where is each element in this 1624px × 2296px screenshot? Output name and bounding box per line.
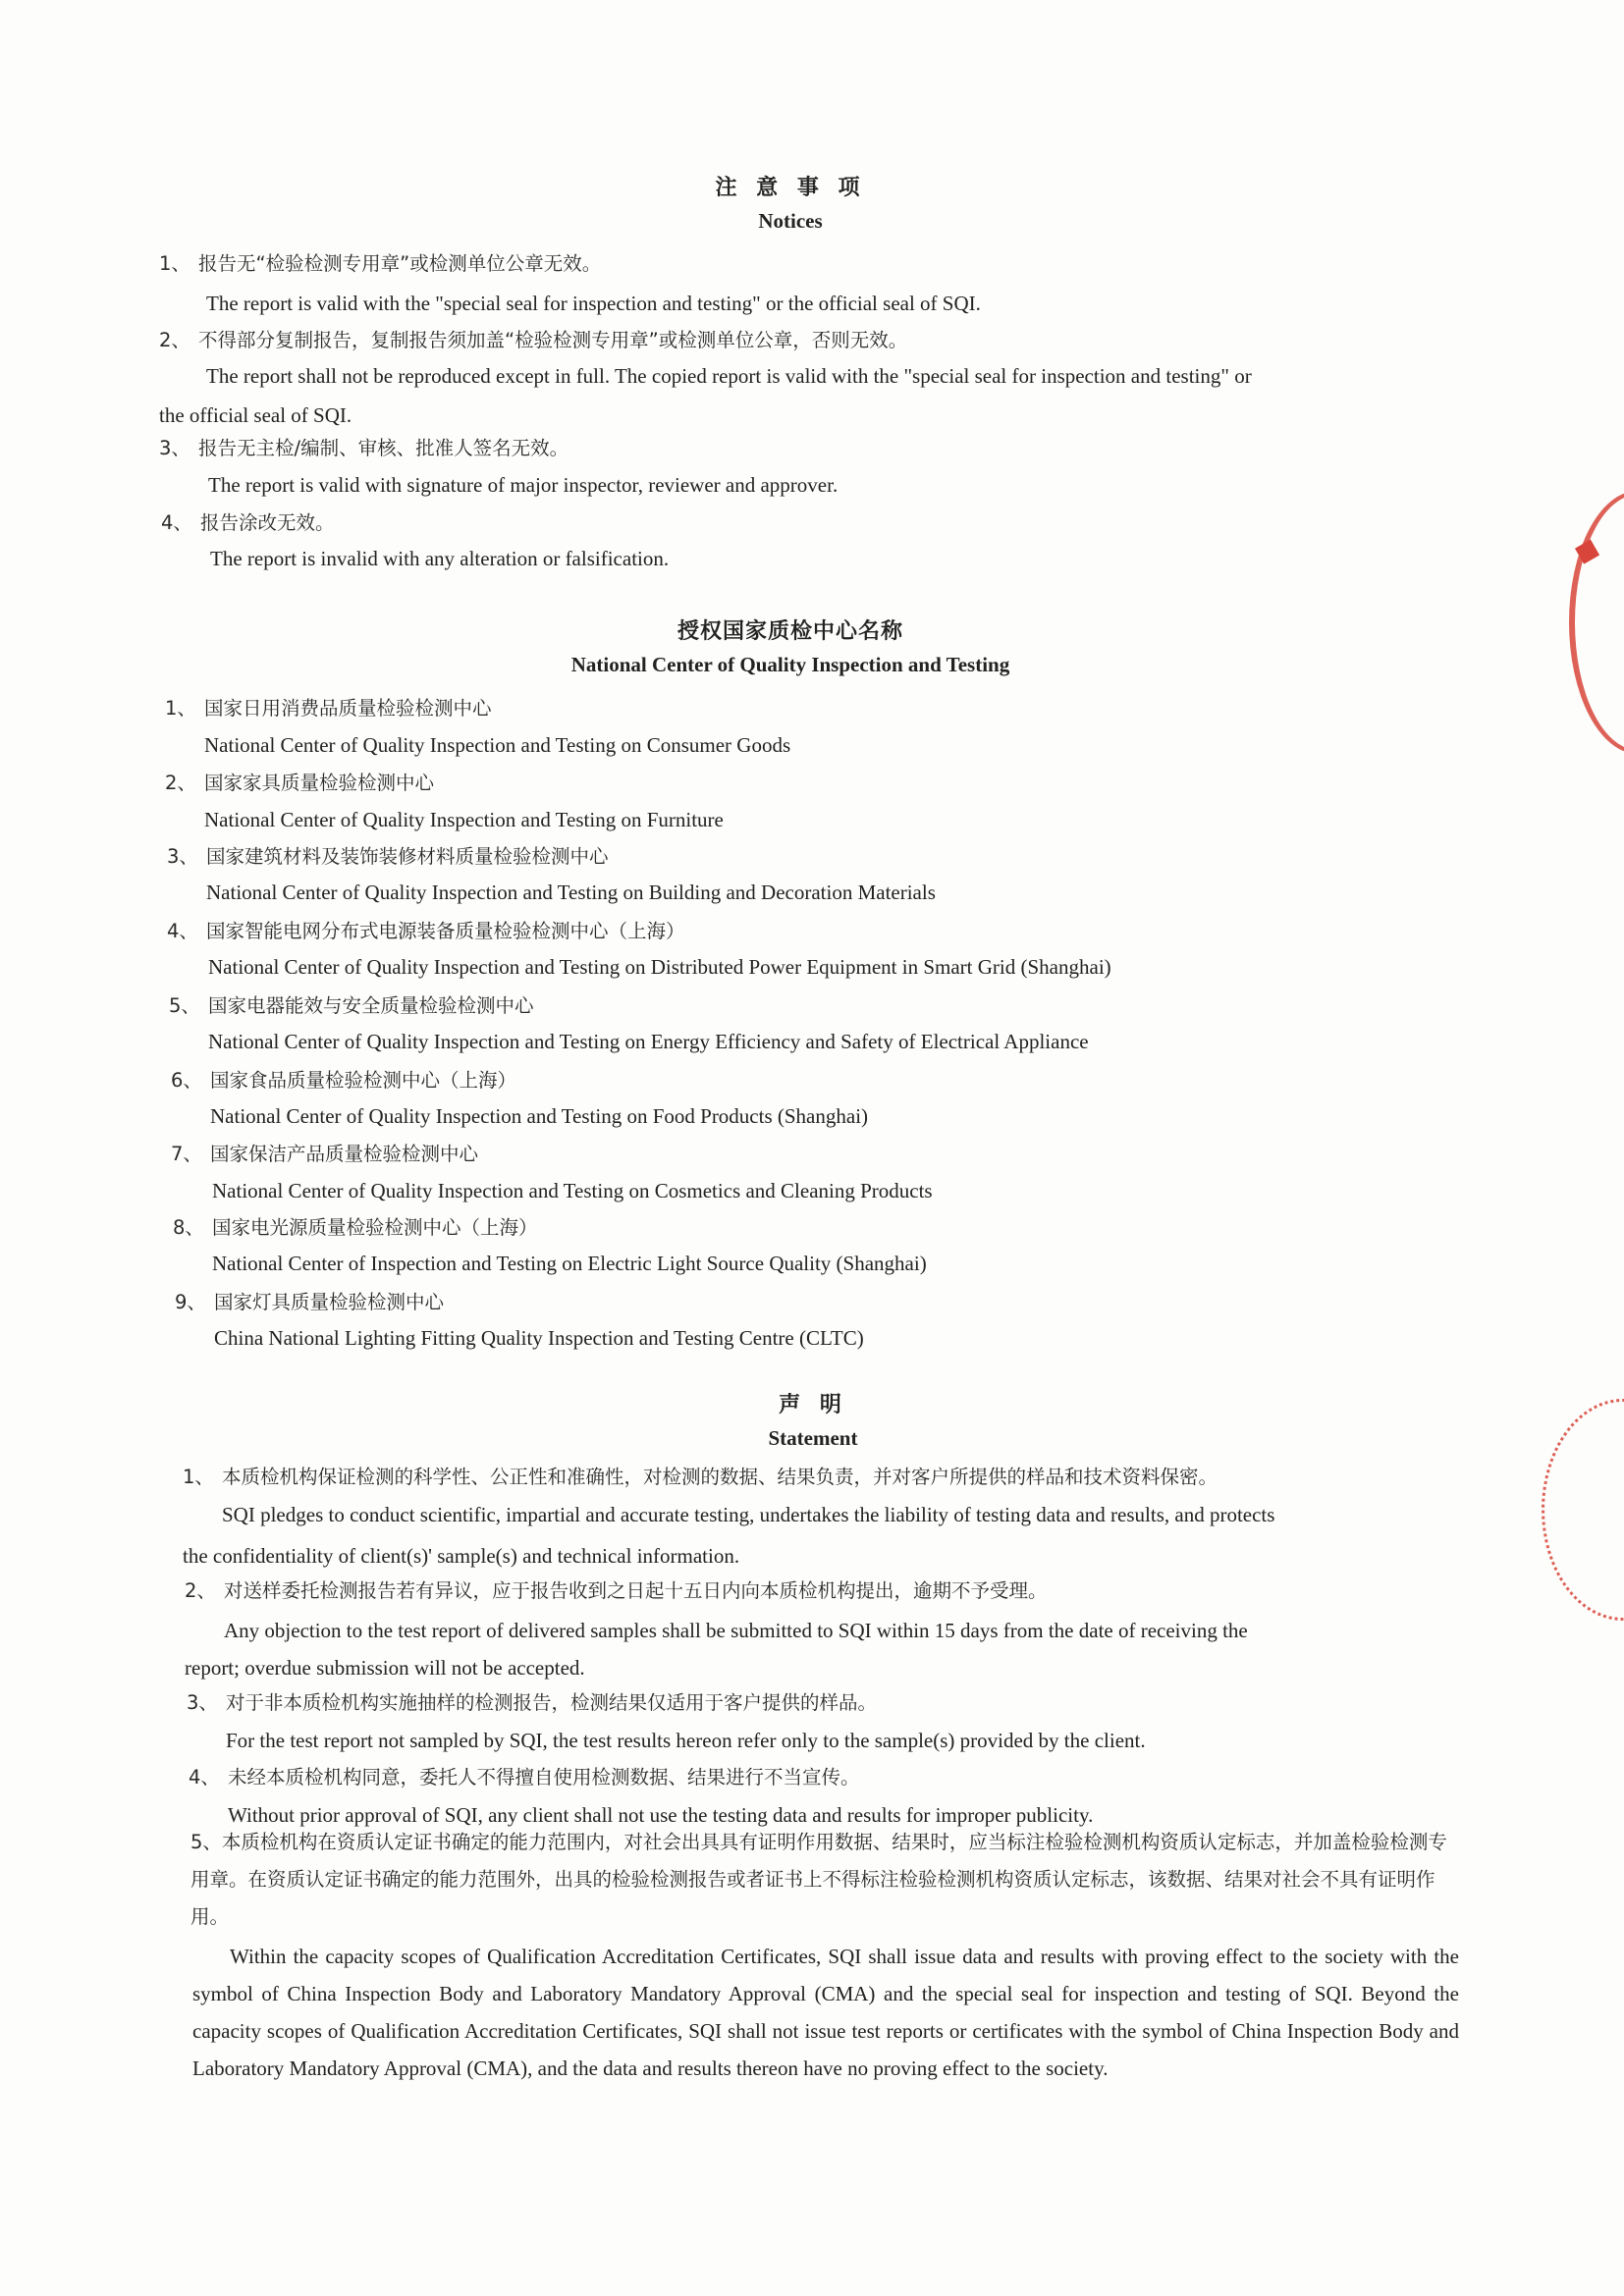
center-item-4-en: National Center of Quality Inspection and Testing on Distributed Power Equipment in Smart Grid (Shanghai): [208, 955, 1111, 979]
center-item-5-cn: 5、 国家电器能效与安全质量检验检测中心: [169, 994, 534, 1017]
seal-fragment-top: [1569, 491, 1624, 754]
statement-item-1-en-cont: the confidentiality of client(s)' sample(s) and technical information.: [183, 1544, 740, 1568]
center-item-3-cn: 3、 国家建筑材料及装饰装修材料质量检验检测中心: [167, 845, 609, 868]
center-item-6-cn: 6、 国家食品质量检验检测中心（上海）: [171, 1069, 517, 1092]
notice-item-4-cn: 4、 报告涂改无效。: [161, 511, 335, 534]
centers-title-en: National Center of Quality Inspection and Testing: [570, 653, 1010, 676]
centers-title-cn: 授权国家质检中心名称: [677, 618, 903, 644]
statement-item-3-cn: 3、 对于非本质检机构实施抽样的检测报告，检测结果仅适用于客户提供的样品。: [187, 1691, 878, 1714]
center-item-8-cn: 8、 国家电光源质量检验检测中心（上海）: [173, 1216, 538, 1239]
statement-item-2-en-cont: report; overdue submission will not be accepted.: [185, 1656, 585, 1680]
notices-title-en: Notices: [758, 209, 823, 233]
statement-item-2-en: Any objection to the test report of delivered samples shall be submitted to SQI within 15 days from the date of receiving the: [224, 1619, 1248, 1642]
center-item-4-cn: 4、 国家智能电网分布式电源装备质量检验检测中心（上海）: [167, 920, 685, 942]
center-item-2-en: National Center of Quality Inspection and Testing on Furniture: [204, 808, 724, 831]
center-item-9-en: China National Lighting Fitting Quality Inspection and Testing Centre (CLTC): [214, 1326, 864, 1350]
statement-item-2-cn: 2、 对送样委托检测报告若有异议，应于报告收到之日起十五日内向本质检机构提出，逾期不予受理。: [185, 1579, 1048, 1602]
center-item-7-en: National Center of Quality Inspection and Testing on Cosmetics and Cleaning Products: [212, 1179, 933, 1202]
statement-item-5-cn: 5、本质检机构在资质认定证书确定的能力范围内，对社会出具具有证明作用数据、结果时，应当标注检验检测机构资质认定标志，并加盖检验检测专用章。在资质认定证书确定的能力范围外，出具的检验检测报告或者证书上不得标注检验检测机构资质认定标志，该数据、结果对社会不具有证明作用。: [190, 1831, 1447, 1928]
notice-item-2-en: The report shall not be reproduced except in full. The copied report is valid with the "special seal for inspection and testing" or: [206, 364, 1252, 388]
center-item-3-en: National Center of Quality Inspection and Testing on Building and Decoration Materials: [206, 881, 936, 904]
seal-fragment-top-mark: ◆: [1570, 527, 1605, 572]
statement-item-4-en: Without prior approval of SQI, any client shall not use the testing data and results for improper publicity.: [228, 1803, 1094, 1827]
notice-item-4-en: The report is invalid with any alteration or falsification.: [210, 547, 670, 570]
center-item-1-cn: 1、 国家日用消费品质量检验检测中心: [165, 697, 492, 720]
notice-item-2-cn: 2、 不得部分复制报告，复制报告须加盖“检验检测专用章”或检测单位公章，否则无效。: [159, 329, 908, 351]
center-item-7-cn: 7、 国家保洁产品质量检验检测中心: [171, 1143, 479, 1165]
notice-item-1-en: The report is valid with the "special seal for inspection and testing" or the official seal of SQI.: [206, 292, 981, 315]
statement-item-5-en: Within the capacity scopes of Qualification Accreditation Certificates, SQI shall issue data and results with proving effect to the society with the symbol of China Inspection Body and Laboratory Mandatory Approval (CMA) and the special seal for inspection and testing of SQI. Beyond the capacity scopes of Qualification Accreditation Certificates, SQI shall not issue test reports or certificates with the symbol of China Inspection Body and Laboratory Mandatory Approval (CMA), and the data and results thereon have no proving effect to the society.: [192, 1945, 1459, 2080]
statement-title-cn: 声 明: [779, 1392, 847, 1417]
statement-item-3-en: For the test report not sampled by SQI, the test results hereon refer only to the sample(s) provided by the client.: [226, 1729, 1146, 1752]
statement-item-1-en: SQI pledges to conduct scientific, impartial and accurate testing, undertakes the liability of testing data and results, and protects: [222, 1503, 1275, 1526]
center-item-8-en: National Center of Inspection and Testing on Electric Light Source Quality (Shanghai): [212, 1252, 927, 1275]
center-item-5-en: National Center of Quality Inspection and Testing on Energy Efficiency and Safety of Electrical Appliance: [208, 1030, 1089, 1053]
center-item-9-cn: 9、 国家灯具质量检验检测中心: [175, 1291, 445, 1313]
center-item-2-cn: 2、 国家家具质量检验检测中心: [165, 772, 435, 794]
statement-item-4-cn: 4、 未经本质检机构同意，委托人不得擅自使用检测数据、结果进行不当宣传。: [189, 1766, 860, 1789]
notice-item-1-cn: 1、 报告无“检验检测专用章”或检测单位公章无效。: [159, 252, 602, 275]
notices-title-cn: 注 意 事 项: [715, 175, 866, 200]
center-item-6-en: National Center of Quality Inspection and Testing on Food Products (Shanghai): [210, 1104, 869, 1128]
notice-item-3-en: The report is valid with signature of major inspector, reviewer and approver.: [208, 473, 839, 497]
notice-item-3-cn: 3、 报告无主检/编制、审核、批准人签名无效。: [159, 437, 569, 459]
center-item-1-en: National Center of Quality Inspection and Testing on Consumer Goods: [204, 733, 791, 757]
notice-item-2-en-cont: the official seal of SQI.: [159, 403, 352, 427]
statement-item-1-cn: 1、 本质检机构保证检测的科学性、公正性和准确性，对检测的数据、结果负责，并对客户所提供的样品和技术资料保密。: [183, 1466, 1218, 1488]
statement-title-en: Statement: [768, 1426, 858, 1450]
